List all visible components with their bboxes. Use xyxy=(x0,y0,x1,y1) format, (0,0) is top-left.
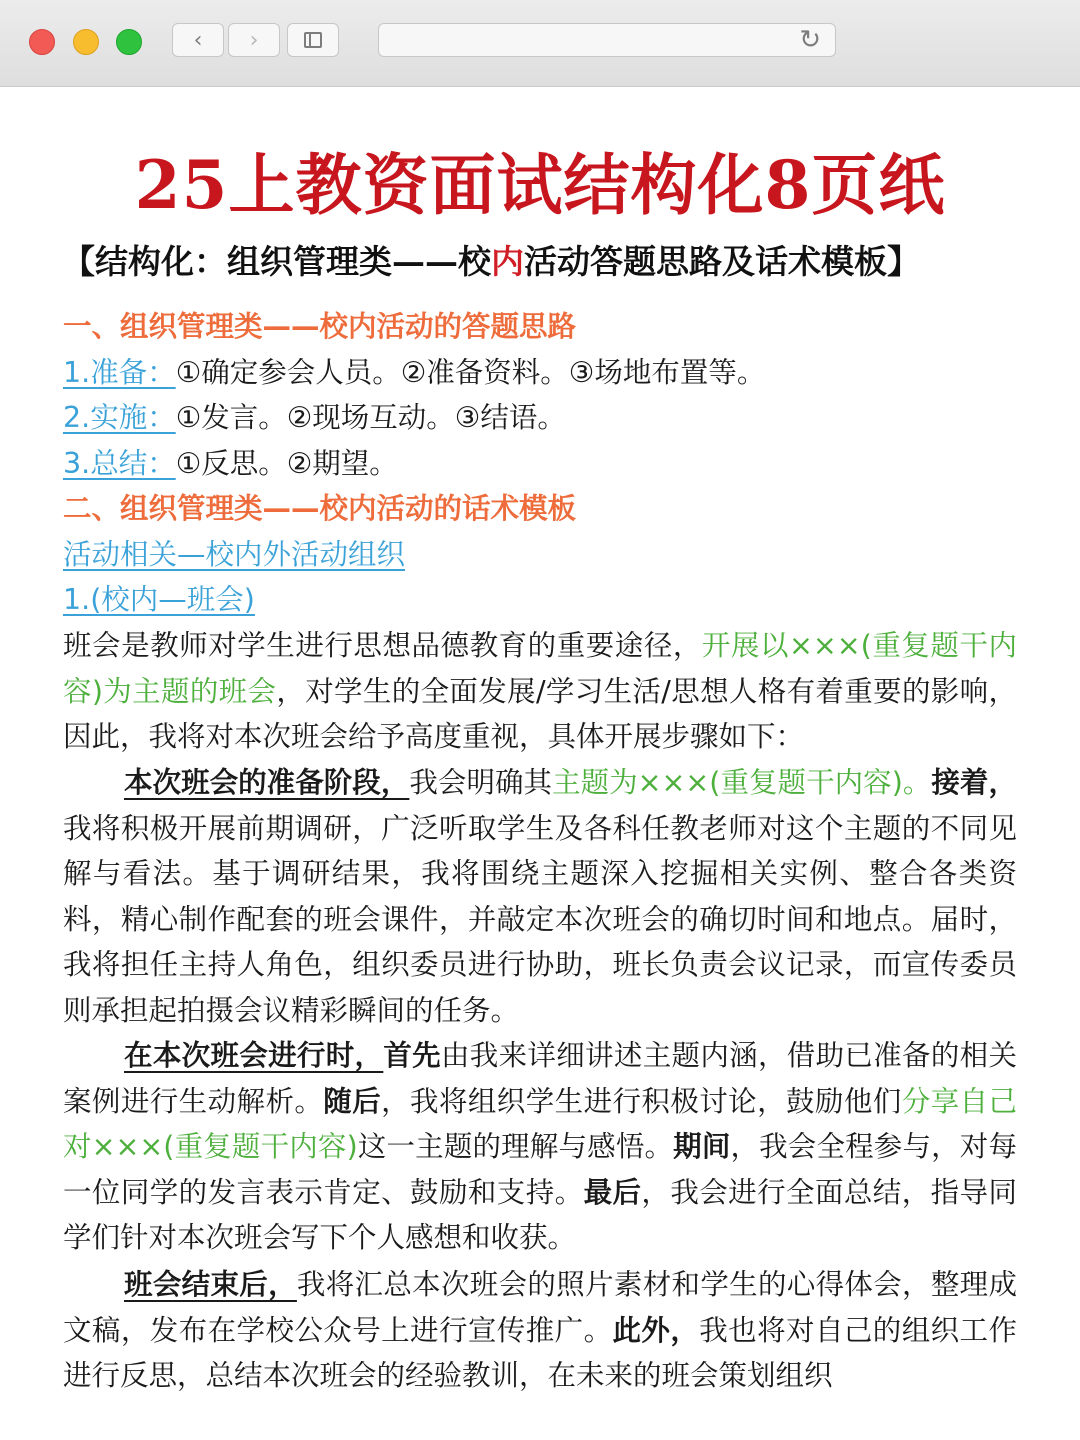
step-implement-link[interactable]: 2.实施： xyxy=(63,401,176,434)
chevron-left-icon: ‹ xyxy=(193,27,203,53)
sidebar-icon xyxy=(304,32,322,48)
page-title: 25上教资面试结构化8页纸 xyxy=(134,146,946,224)
reload-icon[interactable]: ↻ xyxy=(799,25,821,55)
address-bar[interactable] xyxy=(378,23,836,57)
paragraph-after-meeting: 班会结束后，我将汇总本次班会的照片素材和学生的心得体会，整理成文稿，发布在学校公众号上进行宣传推广。此外，我也将对自己的组织工作进行反思，总结本次班会的经验教训，在未来的班会策划组织 xyxy=(63,1268,1017,1392)
paragraph-implementation: 在本次班会进行时，首先由我来详细讲述主题内涵，借助已准备的相关案例进行生动解析。随后，我将组织学生进行积极讨论，鼓励他们分享自己对×××(重复题干内容)这一主题的理解与感悟。期间，我会全程参与，对每一位同学的发言表示肯定、鼓励和支持。最后，我会进行全面总结，指导同学们针对本次班会写下个人感想和收获。 xyxy=(63,1039,1017,1254)
activity-link-line xyxy=(63,532,405,577)
section-subtitle: 【结构化：组织管理类——校内活动答题思路及话术模板】 xyxy=(62,242,920,281)
close-window-button[interactable] xyxy=(29,29,55,55)
step-prepare: 1.准备：①确定参会人员。②准备资料。③场地布置等。 xyxy=(63,356,766,389)
maximize-window-button[interactable] xyxy=(116,29,142,55)
minimize-window-button[interactable] xyxy=(73,29,99,55)
activity-link[interactable]: 活动相关—校内外活动组织 xyxy=(63,538,406,571)
step-implement: 2.实施：①发言。②现场互动。③结语。 xyxy=(63,401,566,434)
class-meeting-link-line xyxy=(63,577,255,622)
browser-toolbar xyxy=(0,0,1080,87)
heading-approach: 一、组织管理类——校内活动的答题思路 xyxy=(63,310,577,343)
paragraph-intro: 班会是教师对学生进行思想品德教育的重要途径，开展以×××(重复题干内容)为主题的班会，对学生的全面发展/学习生活/思想人格有着重要的影响，因此，我将对本次班会给予高度重视，具体开展步骤如下： xyxy=(63,629,1017,753)
step-summary-link[interactable]: 3.总结： xyxy=(63,447,176,480)
sidebar-button[interactable] xyxy=(287,23,339,57)
forward-button[interactable] xyxy=(228,23,280,57)
back-button[interactable] xyxy=(172,23,224,57)
class-meeting-link[interactable]: 1.(校内—班会) xyxy=(63,583,255,616)
chevron-right-icon: › xyxy=(249,27,259,53)
heading-template: 二、组织管理类——校内活动的话术模板 xyxy=(63,492,577,525)
step-summary: 3.总结：①反思。②期望。 xyxy=(63,447,398,480)
step-prepare-link[interactable]: 1.准备： xyxy=(63,356,176,389)
paragraph-preparation: 本次班会的准备阶段，我会明确其主题为×××(重复题干内容)。接着，我将积极开展前期调研，广泛听取学生及各科任教老师对这个主题的不同见解与看法。基于调研结果，我将围绕主题深入挖掘相关实例、整合各类资料，精心制作配套的班会课件，并敲定本次班会的确切时间和地点。届时，我将担任主持人角色，组织委员进行协助，班长负责会议记录，而宣传委员则承担起拍摄会议精彩瞬间的任务。 xyxy=(63,766,1017,1027)
